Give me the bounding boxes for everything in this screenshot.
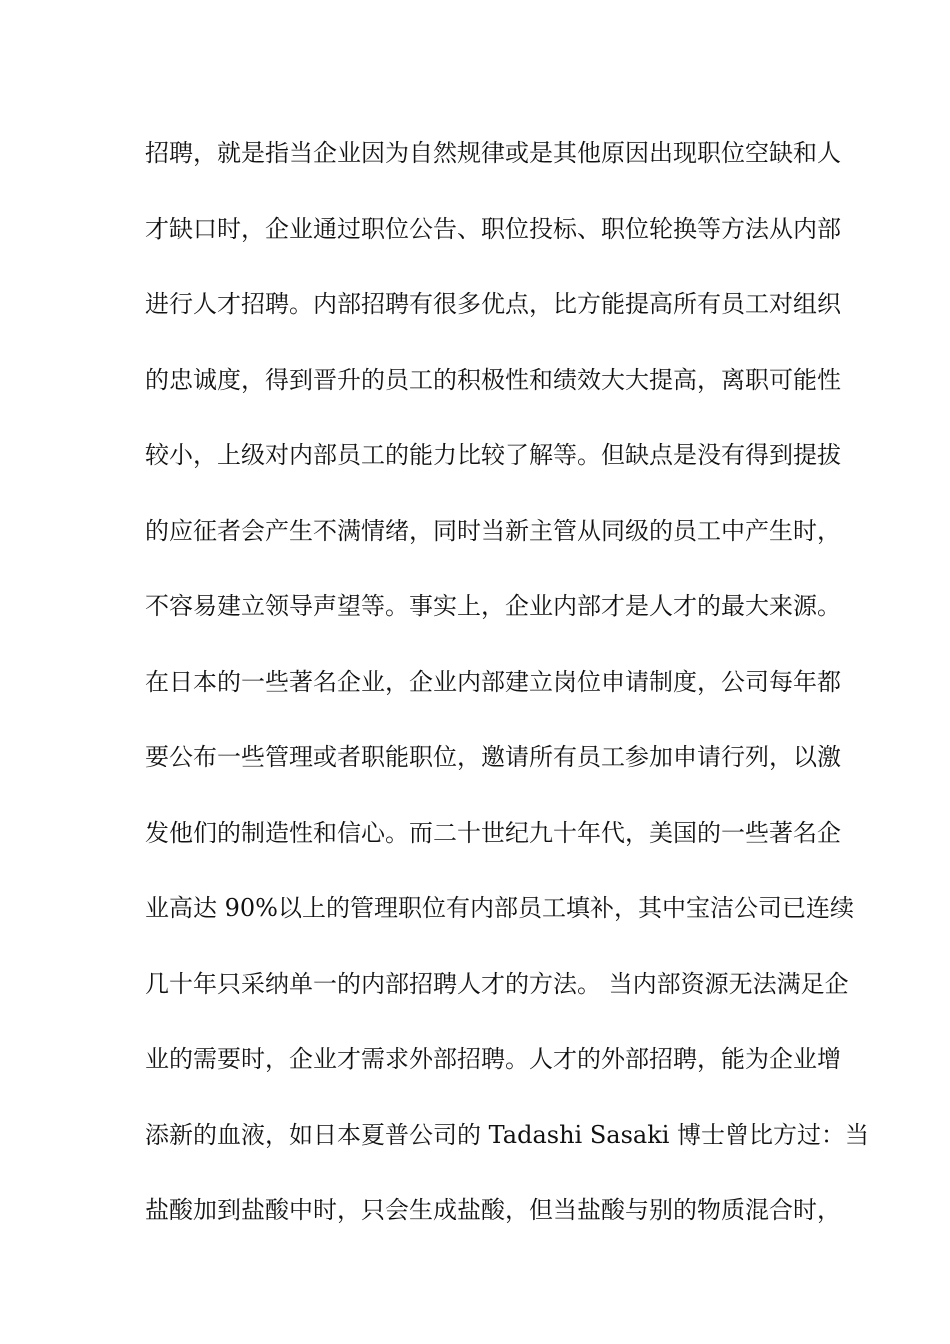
paragraph-line: 业的需要时，企业才需求外部招聘。人才的外部招聘，能为企业增 xyxy=(145,1045,841,1073)
paragraph-line: 较小，上级对内部员工的能力比较了解等。但缺点是没有得到提拔 xyxy=(145,441,841,469)
paragraph-line: 进行人才招聘。内部招聘有很多优点，比方能提高所有员工对组织 xyxy=(145,290,841,318)
paragraph-line: 的忠诚度，得到晋升的员工的积极性和绩效大大提高，离职可能性 xyxy=(145,365,841,394)
paragraph-line: 盐酸加到盐酸中时，只会生成盐酸，但当盐酸与别的物质混合时， xyxy=(145,1196,841,1224)
paragraph-line: 招聘，就是指当企业因为自然规律或是其他原因出现职位空缺和人 xyxy=(145,139,841,167)
paragraph-line: 在日本的一些著名企业，企业内部建立岗位申请制度，公司每年都 xyxy=(145,667,841,696)
paragraph-line: 发他们的制造性和信心。而二十世纪九十年代，美国的一些著名企 xyxy=(145,818,841,847)
paragraph-line: 添新的血液，如日本夏普公司的 Tadashi Sasaki 博士曾比方过：当 xyxy=(145,1120,870,1149)
paragraph-line: 才缺口时，企业通过职位公告、职位投标、职位轮换等方法从内部 xyxy=(145,214,841,243)
body-paragraph xyxy=(145,130,870,1263)
paragraph-line: 要公布一些管理或者职能职位，邀请所有员工参加申请行列，以激 xyxy=(145,743,841,771)
paragraph-line: 几十年只采纳单一的内部招聘人才的方法。 当内部资源无法满足企 xyxy=(145,969,849,998)
paragraph-line: 业高达 90%以上的管理职位有内部员工填补，其中宝洁公司已连续 xyxy=(145,894,854,922)
paragraph-line: 的应征者会产生不满情绪，同时当新主管从同级的员工中产生时， xyxy=(145,516,841,545)
paragraph-line: 不容易建立领导声望等。事实上，企业内部才是人才的最大来源。 xyxy=(145,592,841,620)
